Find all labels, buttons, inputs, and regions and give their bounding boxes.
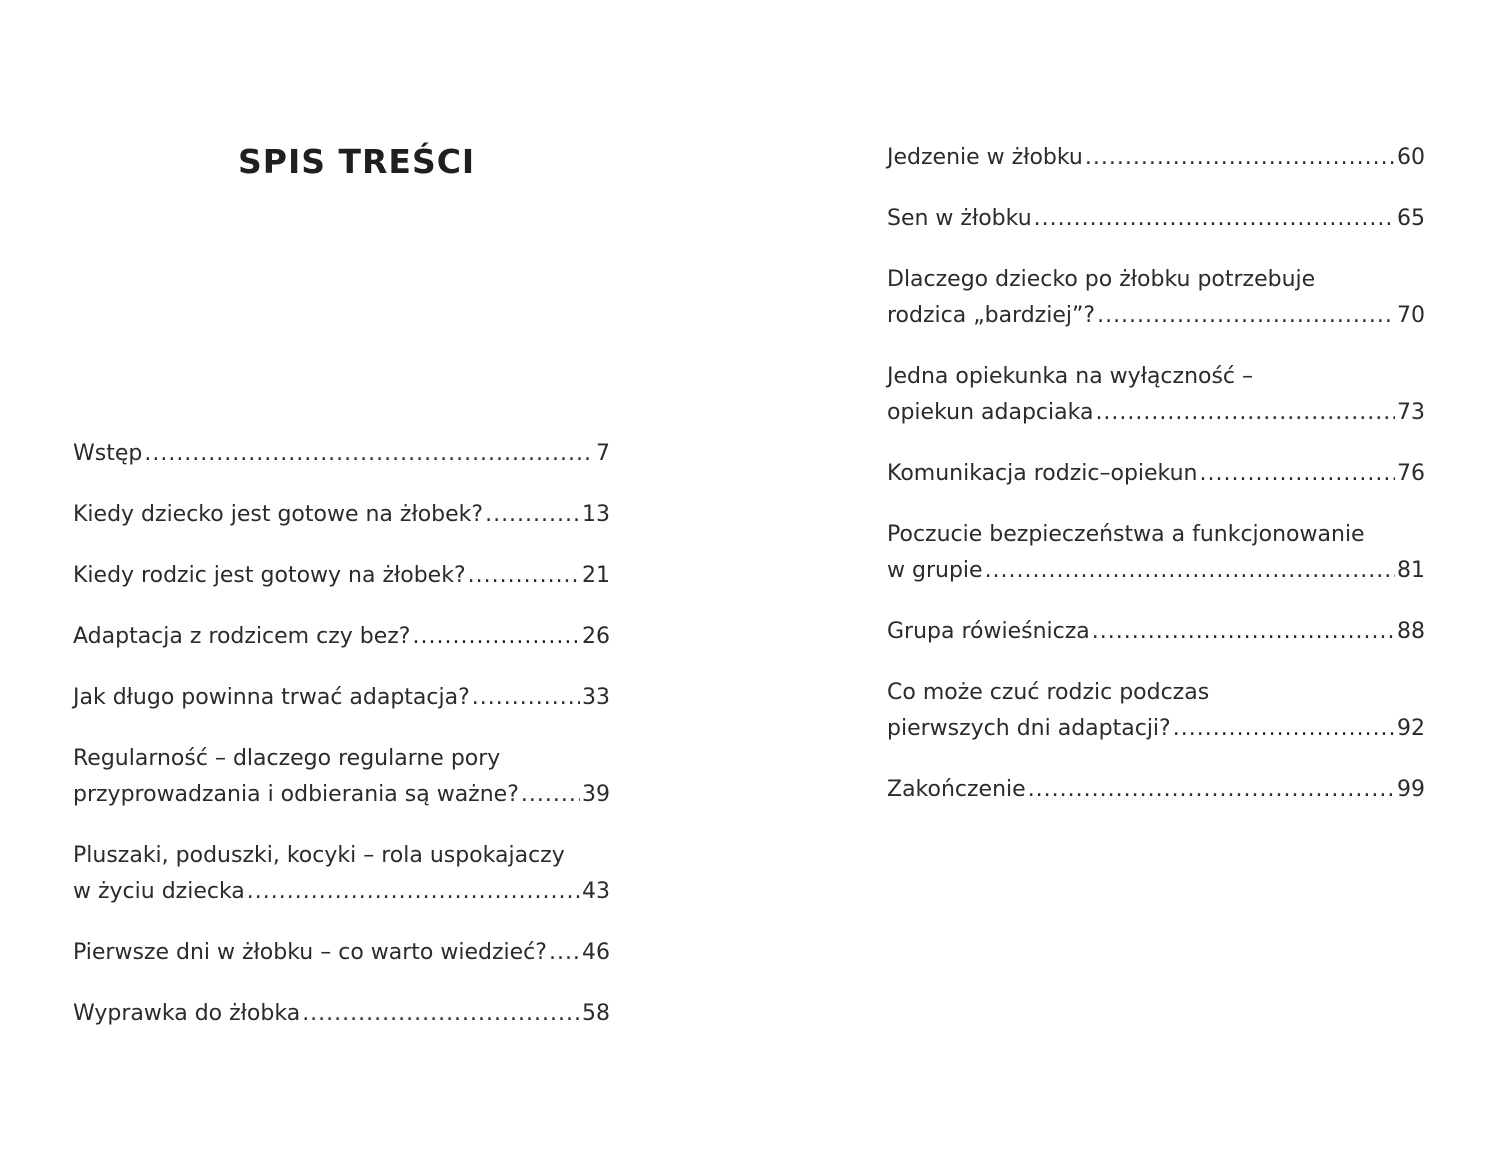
dot-leader xyxy=(1092,614,1395,650)
toc-entry-title-line: Adaptacja z rodzicem czy bez? xyxy=(73,624,411,649)
toc-entry-title-line: pierwszych dni adaptacji? xyxy=(887,716,1171,741)
toc-entry-last-line xyxy=(73,935,610,971)
toc-entry-last-line xyxy=(73,497,610,533)
toc-entry xyxy=(887,772,1425,808)
toc-entry xyxy=(887,140,1425,176)
toc-entry-title-line: Dlaczego dziecko po żłobku potrzebuje xyxy=(887,267,1316,292)
toc-entry-last-line xyxy=(73,874,610,910)
toc-entry-title-line: Pierwsze dni w żłobku – co warto wiedzieć? xyxy=(73,940,547,965)
toc-entry xyxy=(887,517,1425,589)
toc-entry-title-line: w grupie xyxy=(887,558,983,583)
dot-leader xyxy=(549,935,580,971)
toc-page-number: 33 xyxy=(582,685,610,710)
dot-leader xyxy=(302,996,580,1032)
dot-leader xyxy=(144,436,594,472)
toc-right-column xyxy=(887,140,1425,833)
toc-entry-title-line: Co może czuć rodzic podczas xyxy=(887,680,1210,705)
toc-entry xyxy=(73,838,610,910)
dot-leader xyxy=(485,497,580,533)
toc-entry xyxy=(887,614,1425,650)
toc-entry-title-line: opiekun adapciaka xyxy=(887,400,1094,425)
toc-page-number: 26 xyxy=(582,624,610,649)
toc-page-number: 21 xyxy=(582,563,610,588)
dot-leader xyxy=(1028,772,1395,808)
toc-page-number: 46 xyxy=(582,940,610,965)
dot-leader xyxy=(247,874,580,910)
toc-entry-last-line xyxy=(887,711,1425,747)
toc-entry-title-line: Sen w żłobku xyxy=(887,206,1032,231)
toc-entry-last-line xyxy=(73,558,610,594)
toc-entry-title-line: w życiu dziecka xyxy=(73,879,245,904)
toc-page-number: 76 xyxy=(1397,461,1425,486)
dot-leader xyxy=(1034,201,1395,237)
toc-entry-title-line: Wstęp xyxy=(73,441,143,466)
toc-entry-last-line xyxy=(887,140,1425,176)
toc-entry-last-line xyxy=(887,614,1425,650)
toc-entry-last-line xyxy=(887,201,1425,237)
dot-leader xyxy=(468,558,580,594)
toc-entry-title-line: przyprowadzania i odbierania są ważne? xyxy=(73,782,519,807)
dot-leader xyxy=(1085,140,1395,176)
toc-page-number: 58 xyxy=(582,1001,610,1026)
toc-entry-title-line: Jak długo powinna trwać adaptacja? xyxy=(73,685,470,710)
toc-entry xyxy=(887,359,1425,431)
toc-entry xyxy=(73,436,610,472)
toc-entry-title-line: Komunikacja rodzic–opiekun xyxy=(887,461,1198,486)
page-title: SPIS TREŚCI xyxy=(238,142,476,181)
toc-page-number: 39 xyxy=(582,782,610,807)
dot-leader xyxy=(521,777,580,813)
toc-page-number: 13 xyxy=(582,502,610,527)
toc-page-number: 73 xyxy=(1397,400,1425,425)
toc-entry-title-line: Regularność – dlaczego regularne pory xyxy=(73,746,501,771)
toc-entry-title-line: rodzica „bardziej”? xyxy=(887,303,1096,328)
toc-entry xyxy=(887,675,1425,747)
toc-page-number: 60 xyxy=(1397,145,1425,170)
toc-entry xyxy=(73,741,610,813)
toc-entry-title-line: Kiedy rodzic jest gotowy na żłobek? xyxy=(73,563,466,588)
toc-page-number: 65 xyxy=(1397,206,1425,231)
toc-entry-last-line xyxy=(73,777,610,813)
toc-entry xyxy=(73,680,610,716)
toc-entry xyxy=(887,262,1425,334)
dot-leader xyxy=(985,553,1395,589)
dot-leader xyxy=(1095,395,1395,431)
toc-entry-last-line xyxy=(73,436,610,472)
dot-leader xyxy=(413,619,581,655)
toc-entry-title-line: Jedzenie w żłobku xyxy=(887,145,1083,170)
dot-leader xyxy=(472,680,580,716)
dot-leader xyxy=(1200,456,1395,492)
dot-leader xyxy=(1097,298,1395,334)
toc-entry-last-line xyxy=(887,456,1425,492)
toc-page-number: 70 xyxy=(1397,303,1425,328)
toc-entry-title-line: Jedna opiekunka na wyłączność – xyxy=(887,364,1254,389)
toc-page-number: 81 xyxy=(1397,558,1425,583)
toc-entry-last-line xyxy=(887,772,1425,808)
toc-entry xyxy=(73,558,610,594)
toc-entry-title-line: Zakończenie xyxy=(887,777,1026,802)
toc-entry-title-line: Poczucie bezpieczeństwa a funkcjonowanie xyxy=(887,522,1365,547)
toc-page-number: 7 xyxy=(596,441,610,466)
toc-entry-title-line: Kiedy dziecko jest gotowe na żłobek? xyxy=(73,502,484,527)
dot-leader xyxy=(1173,711,1395,747)
toc-page-number: 43 xyxy=(582,879,610,904)
toc-entry xyxy=(73,996,610,1032)
toc-entry-last-line xyxy=(887,395,1425,431)
toc-page-number: 92 xyxy=(1397,716,1425,741)
toc-left-column xyxy=(73,436,610,1057)
toc-entry xyxy=(73,619,610,655)
toc-entry-title-line: Wyprawka do żłobka xyxy=(73,1001,301,1026)
toc-entry-last-line xyxy=(73,619,610,655)
toc-entry-last-line xyxy=(887,553,1425,589)
toc-page-number: 88 xyxy=(1397,619,1425,644)
toc-page-number: 99 xyxy=(1397,777,1425,802)
toc-entry-title-line: Pluszaki, poduszki, kocyki – rola uspokajaczy xyxy=(73,843,565,868)
toc-entry xyxy=(73,497,610,533)
toc-entry xyxy=(887,456,1425,492)
toc-entry xyxy=(887,201,1425,237)
toc-entry-title-line: Grupa rówieśnicza xyxy=(887,619,1090,644)
toc-entry-last-line xyxy=(73,680,610,716)
toc-entry-last-line xyxy=(73,996,610,1032)
toc-entry xyxy=(73,935,610,971)
toc-entry-last-line xyxy=(887,298,1425,334)
